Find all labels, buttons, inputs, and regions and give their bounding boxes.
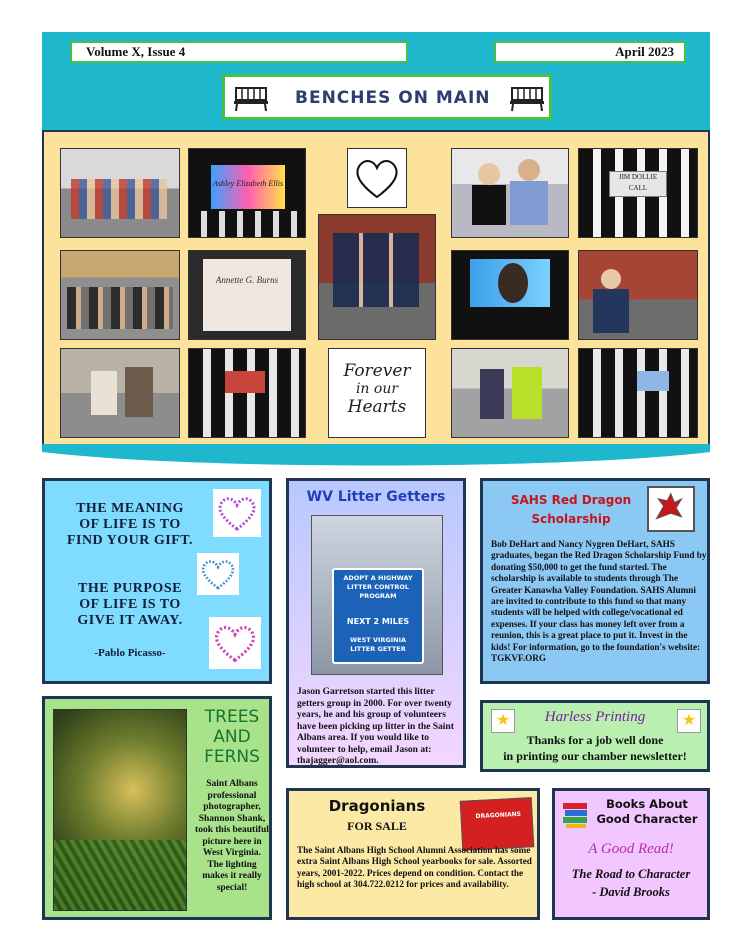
two-people-bench-photo (451, 348, 569, 438)
dotted-heart-icon (197, 553, 239, 595)
hearts-text: Hearts (347, 397, 407, 417)
highway-sign (332, 568, 424, 664)
harless-title: Harless Printing (544, 709, 646, 725)
red-dragon-scholarship-box (480, 478, 710, 684)
issue-date: April 2023 (494, 41, 686, 63)
woman-on-bench-photo (578, 250, 698, 340)
litter-getters-box (286, 478, 466, 768)
books-good-character-box (552, 788, 710, 920)
older-couple-photo (60, 348, 180, 438)
heart-graphic (347, 148, 407, 208)
yearbook-label: DRAGONIANS (475, 810, 522, 821)
bench-plaque-photo (188, 348, 306, 438)
group-photo (60, 148, 180, 238)
group-photo-2 (60, 250, 180, 340)
books-title (589, 797, 705, 827)
scholarship-title (491, 491, 651, 529)
picasso-quote-box (42, 478, 272, 684)
quote-line: OF LIFE IS TO (79, 597, 181, 612)
quote-line: OF LIFE IS TO (79, 517, 181, 532)
memorial-plaque-photo (188, 148, 306, 238)
title-banner (222, 74, 552, 120)
good-read-tag: A Good Read! (588, 841, 674, 857)
jim-plaque-text: JIM DOLLIE CALL (609, 171, 667, 197)
newsletter-title: BENCHES ON MAIN (295, 88, 491, 108)
quote-line: FIND YOUR GIFT. (66, 533, 194, 548)
book-title: The Road to Character (571, 867, 691, 881)
trees-title-line: FERNS (204, 747, 260, 767)
dragonians-box (286, 788, 540, 920)
dragonians-title: Dragonians (328, 797, 426, 815)
memorial-plaque-photo-2 (188, 250, 306, 340)
books-title-line: Good Character (596, 812, 698, 826)
dragonians-body: The Saint Albans High School Alumni Association has some extra Saint Albans High School yearbooks for sale. Assorted years, 2001-2022. Prices depend on condition. Contact the high school at 304.722.0212 for prices and availability. (297, 845, 532, 890)
bench-icon (233, 85, 269, 111)
harless-line: Thanks for a job well done (526, 733, 664, 747)
dragon-icon (647, 486, 695, 532)
wave-divider (42, 444, 710, 466)
quote-line: THE PURPOSE (78, 581, 182, 596)
trees-title (195, 707, 269, 767)
heart-icon (348, 149, 406, 207)
star-icon: ★ (677, 709, 701, 733)
sign-text: PROGRAM (359, 592, 397, 600)
in-our-text: in our (355, 381, 399, 397)
forest-photo (53, 709, 187, 911)
trees-and-ferns-box (42, 696, 272, 920)
trees-body: Saint Albans professional photographer, Shannon Shank, took this beautiful picture here in West Virginia. The lighting makes it really special! (195, 779, 269, 893)
couple-on-bench-photo (451, 148, 569, 238)
trees-title-line: AND (213, 727, 251, 747)
plaque-text: Ashley Elizabeth Ellis (212, 179, 284, 188)
dotted-heart-icon (213, 489, 261, 537)
scholarship-title-line: Scholarship (531, 512, 611, 526)
litter-body: Jason Garretson started this litter getters group in 2000. For over twenty years, he and his group of volunteers have been picking up litter in the Saint Albans area. If you would like to volunteer to help, email Jason at: thajagger@aol.com. (297, 687, 454, 766)
bench-nameplate-photo (578, 148, 698, 238)
memorial-photo-plaque (451, 250, 569, 340)
three-women-photo (318, 214, 436, 340)
sign-text: ADOPT A HIGHWAY (343, 574, 413, 582)
dragonians-subtitle: FOR SALE (347, 819, 407, 833)
plaque-text-2: Annette G. Burns (215, 275, 279, 285)
book-author: - David Brooks (592, 885, 670, 899)
trees-title-line: TREES (204, 707, 260, 727)
yearbook-photo (460, 797, 535, 851)
forever-in-our-hearts-graphic (328, 348, 426, 438)
volume-label: Volume X, Issue 4 (70, 41, 408, 63)
forever-text: Forever (343, 361, 411, 381)
quote-line: THE MEANING (76, 501, 184, 516)
bench-icon (509, 85, 545, 111)
star-icon: ★ (491, 709, 515, 733)
sign-text: NEXT 2 MILES (346, 617, 410, 626)
adopt-a-highway-photo (311, 515, 443, 675)
scholarship-body: Bob DeHart and Nancy Nygren DeHart, SAHS graduates, began the Red Dragon Scholarship Fund by donating $50,000 to get the fund started. The scholarship is available to students through The Greater Kanawha Valley Foundation. SAHS Alumni are invited to contribute to this fund so that many students will be helped with college/vocational ed expenses. If your class has money left over from a reunion, this is a great place to put it. Invest in the kids! For information, go to the foundation's website: TGKVF.ORG (491, 539, 707, 664)
books-stack-icon (561, 799, 591, 829)
quote-author: -Pablo Picasso- (94, 647, 166, 659)
books-title-line: Books About (606, 797, 688, 811)
harless-line: in printing our chamber newsletter! (503, 749, 687, 763)
harless-printing-box (480, 700, 710, 772)
dotted-heart-icon (209, 617, 261, 669)
sign-text: LITTER GETTER (350, 645, 406, 653)
sign-text: WEST VIRGINIA (349, 636, 407, 644)
scholarship-title-line: SAHS Red Dragon (510, 493, 632, 507)
litter-title: WV Litter Getters (306, 489, 446, 505)
quote-line: GIVE IT AWAY. (77, 613, 183, 628)
bench-photo (578, 348, 698, 438)
sign-text: LITTER CONTROL (346, 583, 410, 591)
bench-photo-collage (42, 130, 710, 446)
